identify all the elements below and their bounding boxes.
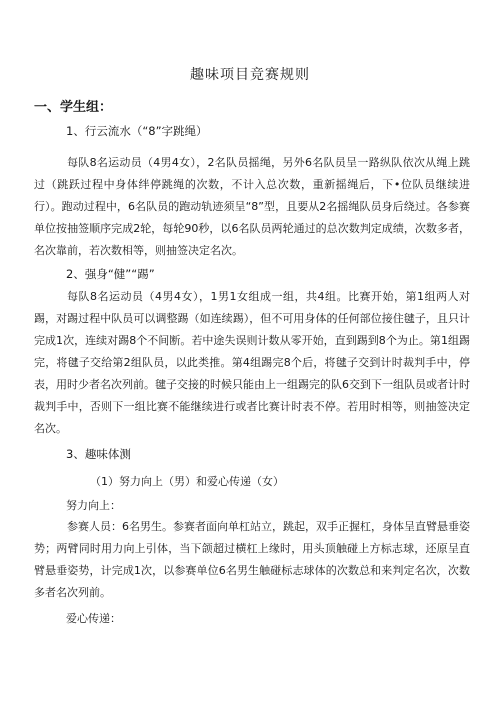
item2-paragraph: 每队8名运动员（4男4女），1男1女组成一组，共4组。比赛开始，第1组两人对踢，对踢过程中队员可以调整踢（如连续踢），但不可用身体的任何部位接住毽子，且只计完成1次，连续对踢8个不间断。若中途失误则计数从零开始，直到踢到8个为止。第1组踢完，将毽子交给第2组队员，以此类推。第4组踢完8个后，将毽子交到计时裁判手中，停表，用时少者名次列前。毽子交接的时候只能由上一组踢完的队6交到下一组队员或者计时裁判手中，否则下一组比赛不能继续进行或者比赛计时表不停。若用时相等，则抽签决定名次。: [34, 290, 470, 435]
page-title: 趣味项目竞赛规则: [190, 67, 310, 83]
section-heading-students: 一、学生组：: [34, 100, 113, 115]
item2-heading: 2、强身“健”“踢”: [66, 267, 155, 281]
item3-subheading: （1）努力向上（男）和爱心传递（女）: [90, 475, 284, 488]
item3-label-relay: 爱心传递：: [66, 612, 121, 625]
item3-label-pullup: 努力向上：: [66, 499, 121, 512]
item1-paragraph: 每队8名运动员（4男4女），2名队员摇绳，另外6名队员呈一路纵队依次从绳上跳过（跳跃过程中身体绊停跳绳的次数，不计入总次数，重新摇绳后，下•位队员继续进行）。跑动过程中，6名队员的跑动轨迹须呈“8”型，且要从2名摇绳队员身后绕过。各参赛单位按抽签顺序完成2轮，每轮90秒，以6名队员两轮通过的总次数判定成绩，次数多者，名次靠前，若次数相等，则抽签决定名次。: [34, 156, 470, 257]
item3-paragraph-pullup: 参赛人员：6名男生。参赛者面向单杠站立，跳起，双手正握杠，身体呈直臂悬垂姿势；两臂同时用力向上引体，当下颌超过横杠上缘时，用头顶触碰上方标志球，还原呈直臂悬垂姿势，计完成1次，以参赛单位6名男生触碰标志球体的次数总和来判定名次，次数多者名次列前。: [34, 520, 470, 599]
item3-heading: 3、趣味体测: [66, 447, 131, 461]
item1-heading: 1、行云流水（“8”字跳绳）: [66, 124, 208, 138]
